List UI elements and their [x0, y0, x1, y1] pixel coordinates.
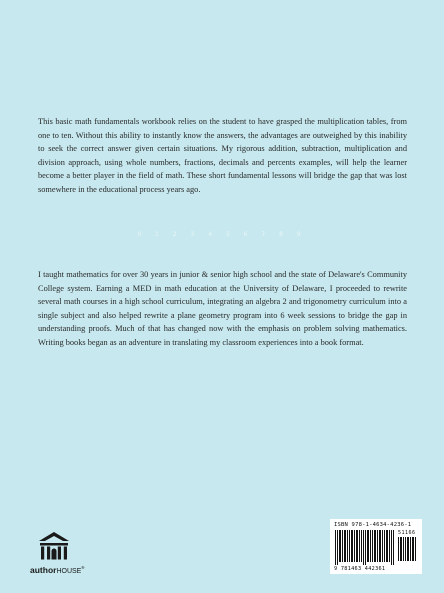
- addon-barcode-icon: [398, 537, 418, 572]
- publisher-name-author: author: [30, 565, 57, 575]
- publisher-name-house: HOUSE: [56, 568, 82, 575]
- isbn-label: ISBN 978-1-4634-4236-1: [334, 522, 412, 528]
- digits-strip: 0 1 2 3 4 5 6 7 8 9: [137, 231, 307, 238]
- author-bio-paragraph: I taught mathematics for over 30 years in junior & senior high school and the state of Delaware's Community College system. Earning a MED in math education at the University of Delaware, I proceeded to rewrite several math courses in a high school curriculum, integrating an algebra 2 and trigonometry curriculum into a single subject and also helped rewrite a plane geometry program into 6 week sessions to bridge the gap in understanding proofs. Much of that has changed now with the emphasis on problem solving mathematics. Writing books began as an adventure in translating my classroom experiences into a book format.: [38, 270, 407, 347]
- isbn-addon-number: 51166: [398, 530, 416, 536]
- registered-mark: ®: [81, 565, 85, 571]
- barcode-icon: [334, 530, 396, 565]
- barcode-number: 9 781463 442361: [334, 566, 386, 572]
- house-logo-icon: [37, 531, 71, 561]
- publisher-logo: [30, 531, 88, 579]
- description-paragraph: This basic math fundamentals workbook relies on the student to have grasped the multiplication tables, from one to ten. Without this ability to instantly know the answers, the advantages are outweighed by this inability to seek the correct answer given certain situations. My rigorous addition, subtraction, multiplication and division approach, using whole numbers, fractions, decimals and percents examples, will help the learner become a better player in the field of math. These short fundamental lessons will bridge the gap that was lost somewhere in the educational process years ago.: [38, 117, 407, 194]
- isbn-barcode-box: [330, 519, 422, 574]
